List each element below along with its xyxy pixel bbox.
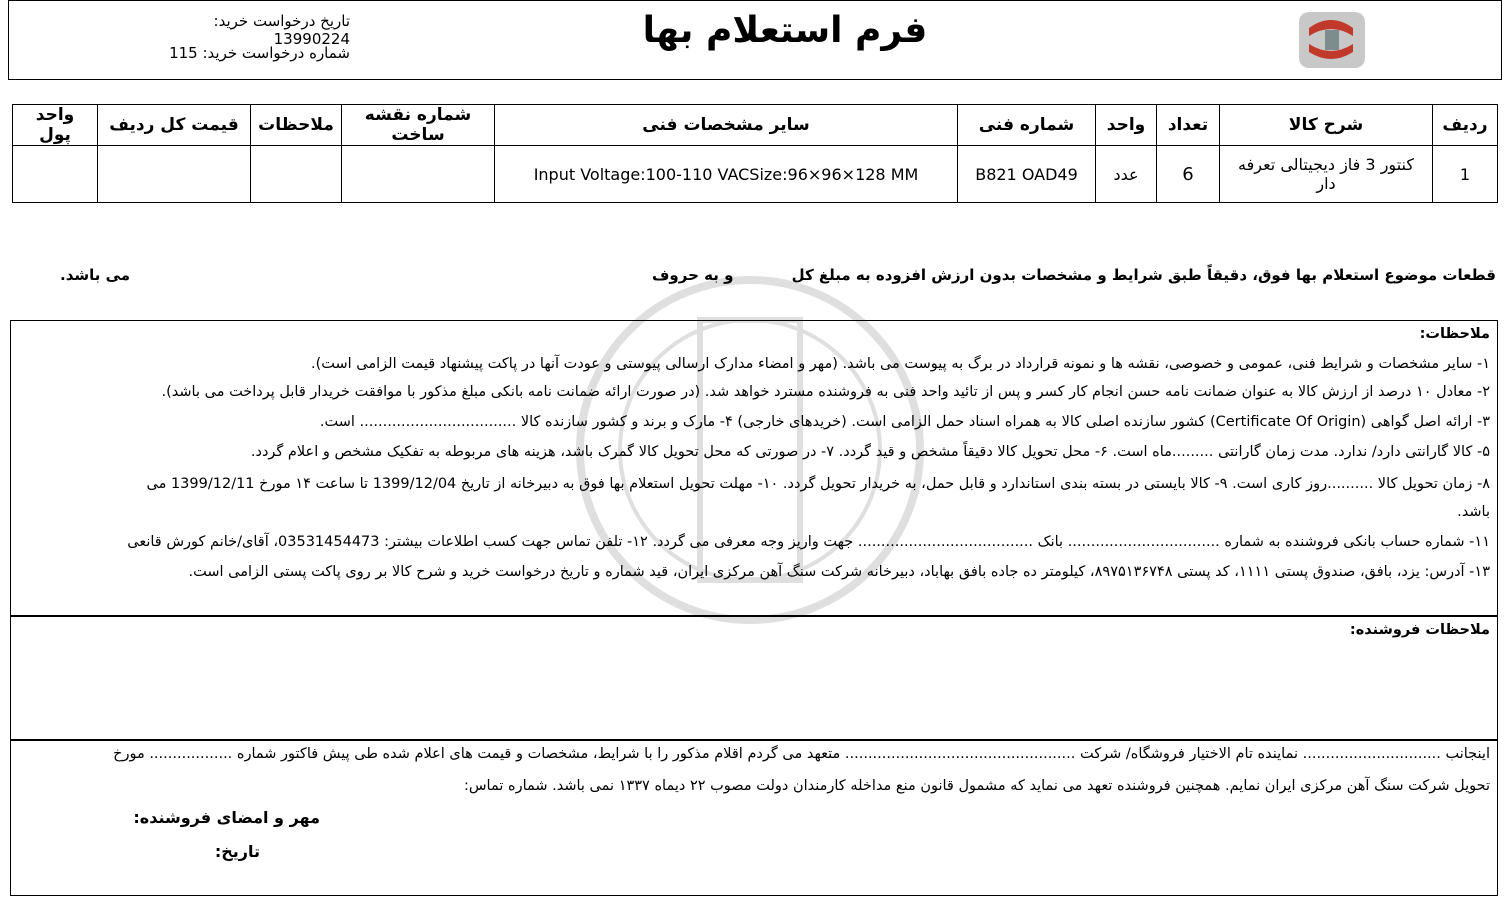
pledge-line-2: تحویل شرکت سنگ آهن مرکزی ایران نمایم. همچنین فروشنده تعهد می نماید که مشمول قانون منع مداخله کارمندان دولت مصوب ۲۲ دیماه ۱۳۳۷ نمی باشد. شماره تماس:	[463, 778, 1490, 794]
request-date-label: تاریخ درخواست خرید:	[213, 12, 350, 30]
request-number-value: 115	[169, 44, 198, 62]
note-line-6: ۱۱- شماره حساب بانکی فروشنده به شماره ................................. بانک ...................................... جهت واریز وجه معرفی می گردد. ۱۲- تلفن تماس جهت کسب اطلاعات بیشتر: 03531454473، آقای/خانم کورش قانعی	[127, 534, 1490, 550]
note-line-2: ۲- معادل ۱۰ درصد از ارزش کالا به عنوان ضمانت نامه حسن انجام کار کسر و پس از تائید واحد فنی به فروشنده مسترد خواهد شد. (در صورت ارائه ضمانت نامه بانکی مبلغ مذکور با موافقت خریدار قابل پرداخت می باشد).	[161, 384, 1490, 400]
col-specs: سایر مشخصات فنی	[495, 105, 958, 146]
col-remarks: ملاحظات	[251, 105, 342, 146]
note-line-7: ۱۳- آدرس: یزد، بافق، صندوق پستی ۱۱۱۱، کد پستی ۸۹۷۵۱۳۶۷۴۸، کیلومتر ده جاده بافق بهاباد، دبیرخانه شرکت سنگ آهن مرکزی ایران، قید شماره و تاریخ درخواست خرید و شرح کالا بر روی پاکت پستی الزامی است.	[188, 564, 1490, 580]
company-logo	[1295, 6, 1369, 72]
request-number-label: شماره درخواست خرید:	[202, 44, 350, 62]
seller-notes-heading: ملاحظات فروشنده:	[1349, 622, 1490, 638]
note-line-5-cont: باشد.	[1457, 504, 1490, 520]
cell-currency	[13, 146, 98, 203]
cell-description: کنتور 3 فاز دیجیتالی تعرفه دار	[1220, 146, 1433, 203]
cell-specs: Input Voltage:100-110 VACSize:96×96×128 MM	[495, 146, 958, 203]
page-title: فرم استعلام بها	[642, 10, 928, 51]
col-description: شرح کالا	[1220, 105, 1433, 146]
cell-drawing-number	[342, 146, 495, 203]
request-date-value: 13990224	[273, 30, 350, 48]
col-tech-number: شماره فنی	[958, 105, 1096, 146]
cell-tech-number: B821 OAD49	[958, 146, 1096, 203]
notes-heading: ملاحظات:	[1419, 326, 1490, 342]
seller-notes-box	[10, 616, 1498, 740]
cell-row: 1	[1433, 146, 1498, 203]
col-total-price: قیمت کل ردیف	[98, 105, 251, 146]
cell-remarks	[251, 146, 342, 203]
seller-date-label: تاریخ:	[214, 842, 260, 861]
statement-ending: می باشد.	[60, 266, 131, 284]
cell-quantity: 6	[1157, 146, 1220, 203]
statement-main: قطعات موضوع استعلام بها فوق، دقیقاً طبق شرایط و مشخصات بدون ارزش افزوده به مبلغ کل	[791, 266, 1496, 284]
col-quantity: تعداد	[1157, 105, 1220, 146]
note-line-4: ۵- کالا گارانتی دارد/ ندارد. مدت زمان گارانتی .........ماه است. ۶- محل تحویل کالا دقیقاً مشخص و قید گردد. ۷- در صورتی که محل تحویل کالا گمرک باشد، هزینه های مربوطه به تفکیک مشخص و اعلام گردد.	[250, 444, 1490, 460]
statement-in-words: و به حروف	[652, 266, 734, 284]
note-line-5: ۸- زمان تحویل کالا ..........روز کاری است. ۹- کالا بایستی در بسته بندی استاندارد و قابل حمل، به خریدار تحویل گردد. ۱۰- مهلت تحویل استعلام بها فوق به دبیرخانه از تاریخ 1399/12/04 تا ساعت ۱۴ مورخ 1399/12/11 می	[146, 476, 1490, 492]
note-line-1: ۱- سایر مشخصات و شرایط فنی، عمومی و خصوصی، نقشه ها و نمونه قرارداد در برگ به پیوست می باشد. (مهر و امضاء مدارک ارسالی پیوستی و عودت آنها در پاکت پیشنهاد قیمت الزامی است).	[310, 356, 1490, 372]
request-number	[140, 44, 350, 62]
col-unit: واحد	[1096, 105, 1157, 146]
seller-stamp-label: مهر و امضای فروشنده:	[133, 808, 320, 827]
cell-total-price	[98, 146, 251, 203]
table-header-row	[13, 105, 1498, 146]
cell-unit: عدد	[1096, 146, 1157, 203]
col-drawing-number: شماره نقشه ساخت	[342, 105, 495, 146]
col-row: ردیف	[1433, 105, 1498, 146]
pledge-line-1: اینجانب .............................. نماینده تام الاختیار فروشگاه/ شرکت .................................................. متعهد می گردم اقلام مذکور را با شرایط، مشخصات و قیمت های اعلام شده طی پیش فاکتور شماره .................. مورخ	[113, 746, 1490, 762]
col-currency: واحد پول	[13, 105, 98, 146]
request-date	[140, 12, 350, 48]
items-table	[12, 104, 1498, 203]
note-line-3: ۳- ارائه اصل گواهی (Certificate Of Origin) کشور سازنده اصلی کالا به همراه اسناد حمل الزامی است. (خریدهای خارجی) ۴- مارک و برند و کشور سازنده کالا .................................. است.	[319, 414, 1490, 430]
table-row	[13, 146, 1498, 203]
